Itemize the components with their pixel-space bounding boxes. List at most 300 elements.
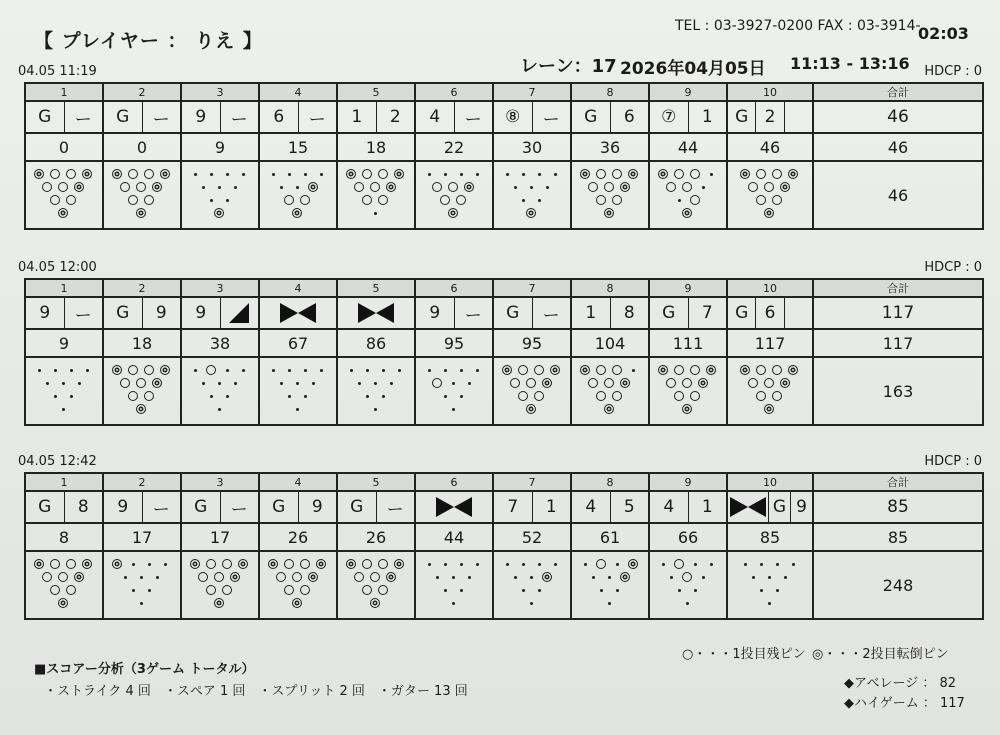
legend-second-throw: ◎・・・2投目転倒ピン <box>812 647 949 662</box>
pin-marker <box>756 365 766 375</box>
pin-marker <box>206 365 216 375</box>
pin-marker <box>476 173 479 176</box>
pin-marker <box>128 391 138 401</box>
pin-marker <box>226 173 229 176</box>
pin-marker <box>46 382 49 385</box>
pin-marker <box>346 559 356 569</box>
pin-marker <box>50 169 60 179</box>
pin-marker <box>522 589 525 592</box>
frame-number: 8 <box>571 83 649 101</box>
pin-marker <box>152 182 162 192</box>
cumulative-total: 163 <box>813 357 983 425</box>
pin-diagram <box>571 551 649 619</box>
roll-value: 9 <box>117 497 129 517</box>
strike-mark <box>338 298 414 328</box>
pin-marker <box>682 378 692 388</box>
total-score: 117 <box>813 297 983 329</box>
frame-number: 9 <box>649 473 727 491</box>
pin-marker <box>756 391 766 401</box>
pin-marker <box>132 589 135 592</box>
roll-value: G <box>768 492 790 522</box>
total-score-with-hdcp: 46 <box>813 133 983 161</box>
pin-diagram <box>415 161 493 229</box>
pin-marker <box>526 208 536 218</box>
pin-marker <box>366 395 369 398</box>
pin-marker <box>156 576 159 579</box>
pin-marker <box>320 173 323 176</box>
roll-value: 9 <box>142 298 181 328</box>
pin-marker <box>604 208 614 218</box>
pin-diagram <box>493 551 571 619</box>
pin-marker <box>776 563 779 566</box>
pin-diagram <box>25 357 103 425</box>
spare-mark <box>220 298 259 328</box>
frame-score: 30 <box>493 133 571 161</box>
contact-info: TEL : 03-3927-0200 FAX : 03-3914- <box>675 18 921 34</box>
legend-first-throw: ○・・・1投目残ピン <box>682 647 806 662</box>
pin-marker <box>42 182 52 192</box>
frame-rolls <box>181 297 259 329</box>
frame-number: 3 <box>181 83 259 101</box>
pin-marker <box>682 182 692 192</box>
pin-diagram <box>337 161 415 229</box>
pin-marker <box>670 576 673 579</box>
roll-value: 9 <box>790 492 812 522</box>
pin-marker <box>66 585 76 595</box>
pin-marker <box>612 195 622 205</box>
roll-value: ⑦ <box>661 107 677 127</box>
pin-marker <box>674 391 684 401</box>
pin-marker <box>238 559 248 569</box>
pin-marker <box>42 572 52 582</box>
frame-number: 7 <box>493 83 571 101</box>
pin-marker <box>760 563 763 566</box>
frame-number: 8 <box>571 473 649 491</box>
frame-rolls <box>337 297 415 329</box>
pin-marker <box>50 195 60 205</box>
pin-diagram <box>103 357 181 425</box>
roll-value: 9 <box>429 303 441 323</box>
roll-value: 1 <box>532 492 571 522</box>
roll-value <box>784 298 812 328</box>
pin-marker <box>678 199 681 202</box>
frame-score: 9 <box>181 133 259 161</box>
frame-score: 17 <box>103 523 181 551</box>
pin-marker <box>58 182 68 192</box>
pin-marker <box>124 576 127 579</box>
roll-value: ー <box>64 298 103 328</box>
pin-marker <box>242 173 245 176</box>
pin-marker <box>538 173 541 176</box>
frame-score: 0 <box>103 133 181 161</box>
play-date: 2026年04月05日 <box>620 59 766 79</box>
frame-number: 8 <box>571 279 649 297</box>
pin-marker <box>218 382 221 385</box>
time-range: 11:13 - 13:16 <box>790 54 910 73</box>
roll-value: G <box>584 107 598 127</box>
pin-marker <box>756 195 766 205</box>
pin-marker <box>370 598 380 608</box>
roll-value: 4 <box>663 497 675 517</box>
pin-marker <box>756 169 766 179</box>
frame-score: 8 <box>25 523 103 551</box>
pin-marker <box>662 563 665 566</box>
pin-marker <box>468 382 471 385</box>
roll-value: 6 <box>273 107 285 127</box>
pin-diagram <box>571 161 649 229</box>
pin-marker <box>226 199 229 202</box>
pin-marker <box>608 576 611 579</box>
pin-marker <box>58 598 68 608</box>
pin-marker <box>460 395 463 398</box>
pin-marker <box>534 391 544 401</box>
pin-marker <box>308 182 318 192</box>
pin-marker <box>752 576 755 579</box>
roll-value: G <box>662 303 676 323</box>
pin-marker <box>554 563 557 566</box>
frame-number: 3 <box>181 279 259 297</box>
frame-score: 52 <box>493 523 571 551</box>
roll-value: 7 <box>688 298 727 328</box>
pin-marker <box>70 369 73 372</box>
score-table <box>24 82 984 230</box>
pin-marker <box>66 559 76 569</box>
pin-marker <box>70 395 73 398</box>
frame-rolls <box>337 101 415 133</box>
pin-marker <box>768 602 771 605</box>
pin-marker <box>518 365 528 375</box>
frame-rolls <box>493 297 571 329</box>
pin-marker <box>522 563 525 566</box>
pin-marker <box>128 365 138 375</box>
pin-marker <box>362 585 372 595</box>
pin-marker <box>136 182 146 192</box>
total-label: 合計 <box>813 279 983 297</box>
pin-marker <box>710 173 713 176</box>
roll-value: 9 <box>39 303 51 323</box>
pin-marker <box>616 563 619 566</box>
pin-marker <box>300 585 310 595</box>
pin-marker <box>144 391 154 401</box>
pin-marker <box>592 576 595 579</box>
pin-marker <box>272 173 275 176</box>
pin-marker <box>522 199 525 202</box>
pin-marker <box>276 572 286 582</box>
pin-marker <box>354 572 364 582</box>
pin-marker <box>428 173 431 176</box>
total-score-with-hdcp: 117 <box>813 329 983 357</box>
frame-rolls <box>259 101 337 133</box>
pin-diagram <box>415 357 493 425</box>
pin-marker <box>534 365 544 375</box>
analysis-stats: ・ストライク 4 回 ・スペア 1 回 ・スプリット 2 回 ・ガター 13 回 <box>44 684 468 699</box>
frame-score: 46 <box>727 133 813 161</box>
frame-number: 2 <box>103 279 181 297</box>
pin-marker <box>74 182 84 192</box>
pin-marker <box>632 369 635 372</box>
roll-value: 1 <box>351 107 363 127</box>
pin-diagram <box>181 357 259 425</box>
cumulative-total: 46 <box>813 161 983 229</box>
pin-marker <box>292 572 302 582</box>
frame-score: 111 <box>649 329 727 357</box>
frame-rolls <box>649 101 727 133</box>
pin-marker <box>66 169 76 179</box>
pin-marker <box>460 173 463 176</box>
pin-marker <box>596 195 606 205</box>
frame-score: 9 <box>25 329 103 357</box>
pin-marker <box>346 169 356 179</box>
hdcp: HDCP : 0 <box>924 64 982 79</box>
pin-marker <box>296 186 299 189</box>
roll-value: G <box>272 497 286 517</box>
pin-diagram <box>259 551 337 619</box>
pin-marker <box>140 576 143 579</box>
pin-marker <box>226 395 229 398</box>
pin-marker <box>444 173 447 176</box>
frame-number: 4 <box>259 473 337 491</box>
score-table <box>24 278 984 426</box>
pin-marker <box>296 408 299 411</box>
pin-marker <box>748 182 758 192</box>
pin-marker <box>210 199 213 202</box>
frame-rolls <box>337 491 415 523</box>
pin-marker <box>706 365 716 375</box>
roll-value: 9 <box>195 303 207 323</box>
pin-marker <box>506 563 509 566</box>
pin-marker <box>432 182 442 192</box>
pin-marker <box>300 559 310 569</box>
roll-value: G <box>116 303 130 323</box>
pin-diagram <box>649 161 727 229</box>
pin-marker <box>354 182 364 192</box>
pin-marker <box>362 195 372 205</box>
pin-marker <box>362 559 372 569</box>
frame-rolls <box>25 297 103 329</box>
pin-marker <box>452 602 455 605</box>
pin-marker <box>370 182 380 192</box>
roll-value: ー <box>64 102 103 132</box>
frame-number: 7 <box>493 473 571 491</box>
roll-value: 1 <box>688 492 727 522</box>
frame-number: 4 <box>259 83 337 101</box>
pin-marker <box>612 365 622 375</box>
pin-marker <box>312 382 315 385</box>
roll-value: ー <box>454 298 493 328</box>
pin-marker <box>194 369 197 372</box>
pin-marker <box>674 559 684 569</box>
pin-marker <box>86 369 89 372</box>
frame-score: 26 <box>337 523 415 551</box>
pin-marker <box>386 572 396 582</box>
pin-marker <box>448 208 458 218</box>
game-time: 04.05 12:42 <box>18 454 97 469</box>
pin-marker <box>682 572 692 582</box>
roll-value: 2 <box>376 102 415 132</box>
pin-marker <box>288 369 291 372</box>
total-score-with-hdcp: 85 <box>813 523 983 551</box>
roll-value: G <box>735 107 749 127</box>
pin-marker <box>588 378 598 388</box>
roll-value: 9 <box>298 492 337 522</box>
frame-rolls <box>415 101 493 133</box>
pin-marker <box>690 195 700 205</box>
pin-marker <box>394 169 404 179</box>
frame-score: 104 <box>571 329 649 357</box>
pin-marker <box>784 576 787 579</box>
pin-marker <box>522 173 525 176</box>
pin-marker <box>226 369 229 372</box>
roll-value: ー <box>454 102 493 132</box>
roll-value: 6 <box>610 102 649 132</box>
pin-diagram <box>649 551 727 619</box>
pin-marker <box>378 559 388 569</box>
pin-marker <box>690 365 700 375</box>
frame-rolls <box>103 491 181 523</box>
score-table <box>24 472 984 620</box>
pin-marker <box>112 365 122 375</box>
pin-marker <box>378 585 388 595</box>
frame-number: 9 <box>649 83 727 101</box>
pin-marker <box>686 602 689 605</box>
pin-marker <box>78 382 81 385</box>
roll-value: G <box>38 497 52 517</box>
pin-marker <box>628 559 638 569</box>
roll-value <box>784 102 812 132</box>
game-card <box>18 64 982 230</box>
pin-marker <box>666 378 676 388</box>
pin-marker <box>198 572 208 582</box>
frame-number: 4 <box>259 279 337 297</box>
pin-marker <box>136 404 146 414</box>
total-score: 46 <box>813 101 983 133</box>
frame-score: 18 <box>103 329 181 357</box>
roll-value: 8 <box>64 492 103 522</box>
pin-marker <box>772 391 782 401</box>
pin-marker <box>682 208 692 218</box>
pin-marker <box>366 369 369 372</box>
pin-marker <box>378 195 388 205</box>
pin-marker <box>460 369 463 372</box>
pin-marker <box>538 563 541 566</box>
frame-score: 66 <box>649 523 727 551</box>
pin-marker <box>66 195 76 205</box>
frame-rolls <box>727 491 813 523</box>
pin-marker <box>82 169 92 179</box>
pin-marker <box>682 404 692 414</box>
frame-rolls <box>571 297 649 329</box>
pin-marker <box>764 182 774 192</box>
pin-marker <box>432 378 442 388</box>
pin-marker <box>448 182 458 192</box>
pin-marker <box>542 572 552 582</box>
pin-marker <box>140 602 143 605</box>
roll-value: ー <box>376 492 415 522</box>
frame-score: 15 <box>259 133 337 161</box>
pin-marker <box>428 563 431 566</box>
frame-number: 5 <box>337 279 415 297</box>
pin-marker <box>34 169 44 179</box>
strike-mark <box>728 492 768 522</box>
roll-value: ー <box>532 298 571 328</box>
pin-marker <box>538 199 541 202</box>
pin-marker <box>350 369 353 372</box>
pin-marker <box>620 182 630 192</box>
pin-marker <box>378 169 388 179</box>
pin-marker <box>190 559 200 569</box>
pin-marker <box>58 572 68 582</box>
pin-marker <box>514 186 517 189</box>
pin-diagram <box>259 161 337 229</box>
pin-marker <box>690 391 700 401</box>
pin-marker <box>222 585 232 595</box>
roll-value: ー <box>220 492 259 522</box>
pin-marker <box>510 378 520 388</box>
pin-marker <box>284 559 294 569</box>
pin-marker <box>144 365 154 375</box>
frame-rolls <box>259 491 337 523</box>
roll-value: 5 <box>610 492 649 522</box>
pin-marker <box>612 391 622 401</box>
frame-rolls <box>25 101 103 133</box>
pin-diagram <box>727 161 813 229</box>
pin-marker <box>604 182 614 192</box>
total-label: 合計 <box>813 83 983 101</box>
pin-marker <box>112 169 122 179</box>
pin-diagram <box>649 357 727 425</box>
high-game: ◆ハイゲーム ： 117 <box>844 696 965 711</box>
pin-marker <box>464 182 474 192</box>
pin-marker <box>296 382 299 385</box>
frame-score: 44 <box>415 523 493 551</box>
pin-marker <box>620 572 630 582</box>
frame-number: 5 <box>337 473 415 491</box>
pin-marker <box>476 563 479 566</box>
pin-marker <box>370 572 380 582</box>
cumulative-total: 248 <box>813 551 983 619</box>
frame-number: 6 <box>415 279 493 297</box>
pin-marker <box>132 563 135 566</box>
frame-score: 26 <box>259 523 337 551</box>
pin-marker <box>702 186 705 189</box>
pin-marker <box>38 369 41 372</box>
pin-marker <box>120 182 130 192</box>
pin-diagram <box>181 161 259 229</box>
pin-marker <box>780 182 790 192</box>
pin-marker <box>452 382 455 385</box>
pin-marker <box>362 169 372 179</box>
pin-marker <box>694 589 697 592</box>
pin-marker <box>206 559 216 569</box>
frame-rolls <box>571 101 649 133</box>
pin-marker <box>50 559 60 569</box>
pin-marker <box>50 585 60 595</box>
roll-value: 8 <box>610 298 649 328</box>
roll-value: G <box>38 107 52 127</box>
pin-marker <box>530 602 533 605</box>
frame-number: 10 <box>727 83 813 101</box>
pin-marker <box>764 378 774 388</box>
roll-value: G <box>116 107 130 127</box>
player-name: 【 プレイヤー ： りえ 】 <box>34 30 263 52</box>
frame-number: 1 <box>25 473 103 491</box>
pin-marker <box>702 576 705 579</box>
pin-marker <box>74 572 84 582</box>
frame-score: 117 <box>727 329 813 357</box>
pin-diagram <box>181 551 259 619</box>
pin-marker <box>394 559 404 569</box>
pin-marker <box>580 169 590 179</box>
